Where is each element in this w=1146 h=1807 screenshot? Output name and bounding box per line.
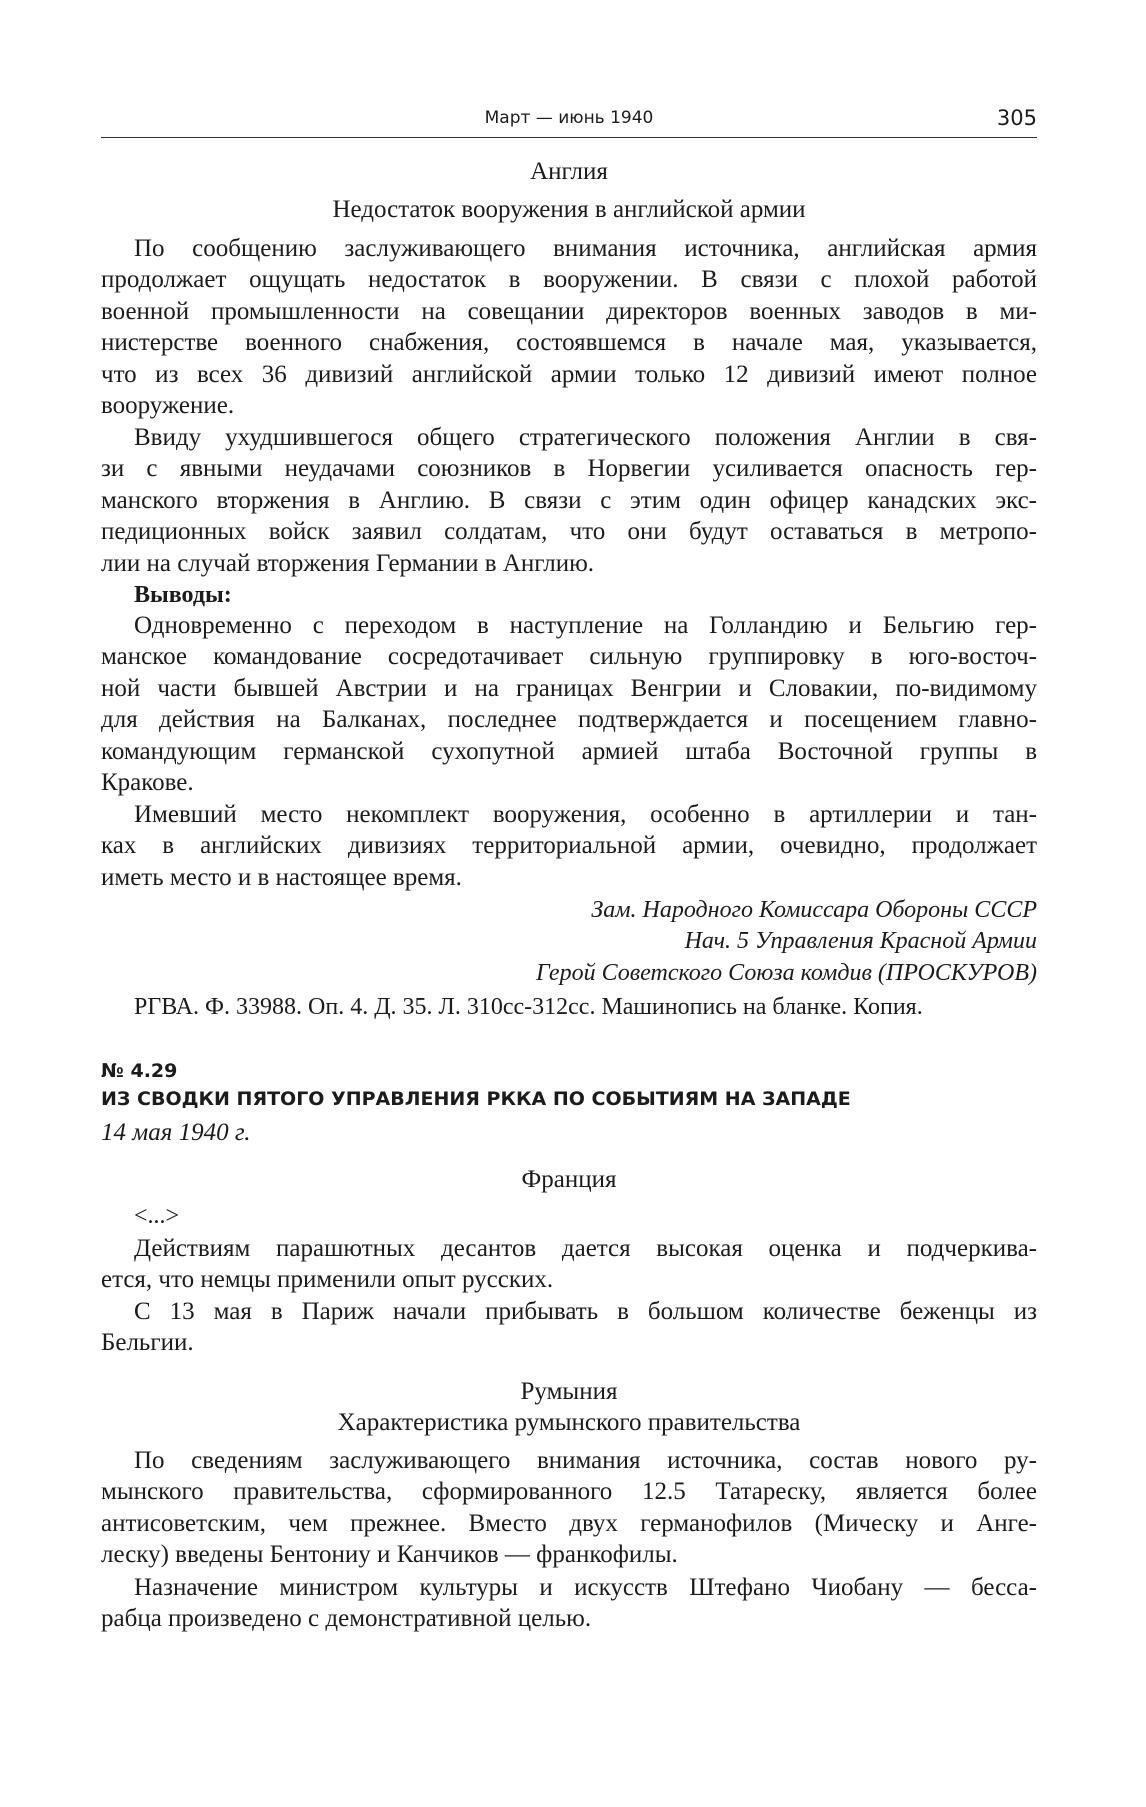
text-line: нистерстве военного снабжения, состоявшемся в начале мая, указывается,	[101, 329, 1037, 357]
document-title: ИЗ СВОДКИ ПЯТОГО УПРАВЛЕНИЯ РККА ПО СОБЫТИЯМ НА ЗАПАДЕ	[101, 1088, 851, 1110]
text-line: рабца произведено с демонстративной целью.	[101, 1605, 592, 1633]
paragraph	[101, 233, 1037, 421]
omission-mark: <...>	[134, 1203, 180, 1229]
text-line: манское командование сосредотачивает сильную группировку в юго-восточ-	[101, 643, 1037, 671]
text-line: антисоветским, чем прежнее. Вместо двух германофилов (Мическу и Анге-	[101, 1509, 1037, 1537]
paragraph	[101, 1445, 1037, 1571]
text-line: Имевший место некомплект вооружения, особенно в артиллерии и тан-	[134, 801, 1037, 828]
text-line: продолжает ощущать недостаток в вооружении. В связи с плохой работой	[101, 266, 1037, 294]
text-line: Бельгии.	[101, 1329, 194, 1357]
text-line: ках в английских дивизиях территориальной армии, очевидно, продолжает	[101, 832, 1037, 860]
text-line: иметь место и в настоящее время.	[101, 863, 462, 891]
text-line: военной промышленности на совещании директоров военных заводов в ми-	[101, 297, 1037, 325]
text-line: для действия на Балканах, последнее подтверждается и посещением главно-	[101, 706, 1037, 734]
paragraph	[101, 1572, 1037, 1635]
running-header	[101, 106, 1037, 132]
text-line: Действиям парашютных десантов дается высокая оценка и подчеркива-	[134, 1235, 1037, 1262]
text-line: вооружение.	[101, 391, 235, 419]
signature-line: Зам. Народного Комиссара Обороны СССР	[591, 897, 1037, 923]
paragraph	[101, 1233, 1037, 1296]
signature-block	[101, 895, 1037, 989]
text-line: Кракове.	[101, 768, 194, 796]
text-line: леску) введены Бентониу и Канчиков — франкофилы.	[101, 1541, 678, 1569]
section-heading-romania: Румыния	[520, 1378, 618, 1405]
signature-line: Нач. 5 Управления Красной Армии	[684, 928, 1037, 955]
text-line: манского вторжения в Англию. В связи с этим один офицер канадских экс-	[101, 486, 1037, 514]
text-line: ется, что немцы применили опыт русских.	[101, 1266, 554, 1294]
section-subtitle: Недостаток вооружения в английской армии	[332, 196, 806, 223]
header-rule	[101, 137, 1037, 138]
signature-line: Герой Советского Союза комдив (ПРОСКУРОВ)	[535, 959, 1037, 986]
text-line: Назначение министром культуры и искусств Штефано Чиобану — бесса-	[134, 1574, 1037, 1601]
text-line: что из всех 36 дивизий английской армии только 12 дивизий имеют полное	[101, 360, 1037, 388]
paragraph	[101, 799, 1037, 893]
paragraph	[101, 610, 1037, 798]
document-number: № 4.29	[101, 1060, 178, 1082]
section-heading-england: Англия	[530, 158, 608, 185]
paragraph	[101, 422, 1037, 579]
text-line: Одновременно с переходом в наступление на Голландию и Бельгию гер-	[134, 612, 1037, 639]
document-date: 14 мая 1940 г.	[101, 1119, 251, 1146]
text-line: Ввиду ухудшившегося общего стратегического положения Англии в свя-	[134, 424, 1037, 451]
text-line: мынского правительства, сформированного 12.5 Татареску, является более	[101, 1478, 1037, 1506]
text-line: По сведениям заслуживающего внимания источника, состав нового ру-	[134, 1447, 1037, 1474]
conclusions-label: Выводы:	[134, 582, 232, 608]
page-number: 305	[996, 106, 1037, 130]
running-title: Март — июнь 1940	[484, 108, 654, 128]
text-line: С 13 мая в Париж начали прибывать в большом количестве беженцы из	[134, 1298, 1037, 1325]
text-line: ной части бывшей Австрии и на границах Венгрии и Словакии, по-видимому	[101, 674, 1037, 702]
text-line: По сообщению заслуживающего внимания источника, английская армия	[134, 235, 1037, 262]
paragraph	[101, 1296, 1037, 1359]
text-line: лии на случай вторжения Германии в Англию.	[101, 549, 595, 577]
section-heading-france: Франция	[521, 1166, 617, 1193]
archive-reference: РГВА. Ф. 33988. Оп. 4. Д. 35. Л. 310сс-312сс. Машинопись на бланке. Копия.	[134, 994, 923, 1020]
text-line: командующим германской сухопутной армией штаба Восточной группы в	[101, 737, 1037, 765]
section-subtitle: Характеристика румынского правительства	[337, 1409, 801, 1436]
text-line: педиционных войск заявил солдатам, что они будут оставаться в метропо-	[101, 518, 1037, 546]
text-line: зи с явными неудачами союзников в Норвегии усиливается опасность гер-	[101, 455, 1037, 483]
